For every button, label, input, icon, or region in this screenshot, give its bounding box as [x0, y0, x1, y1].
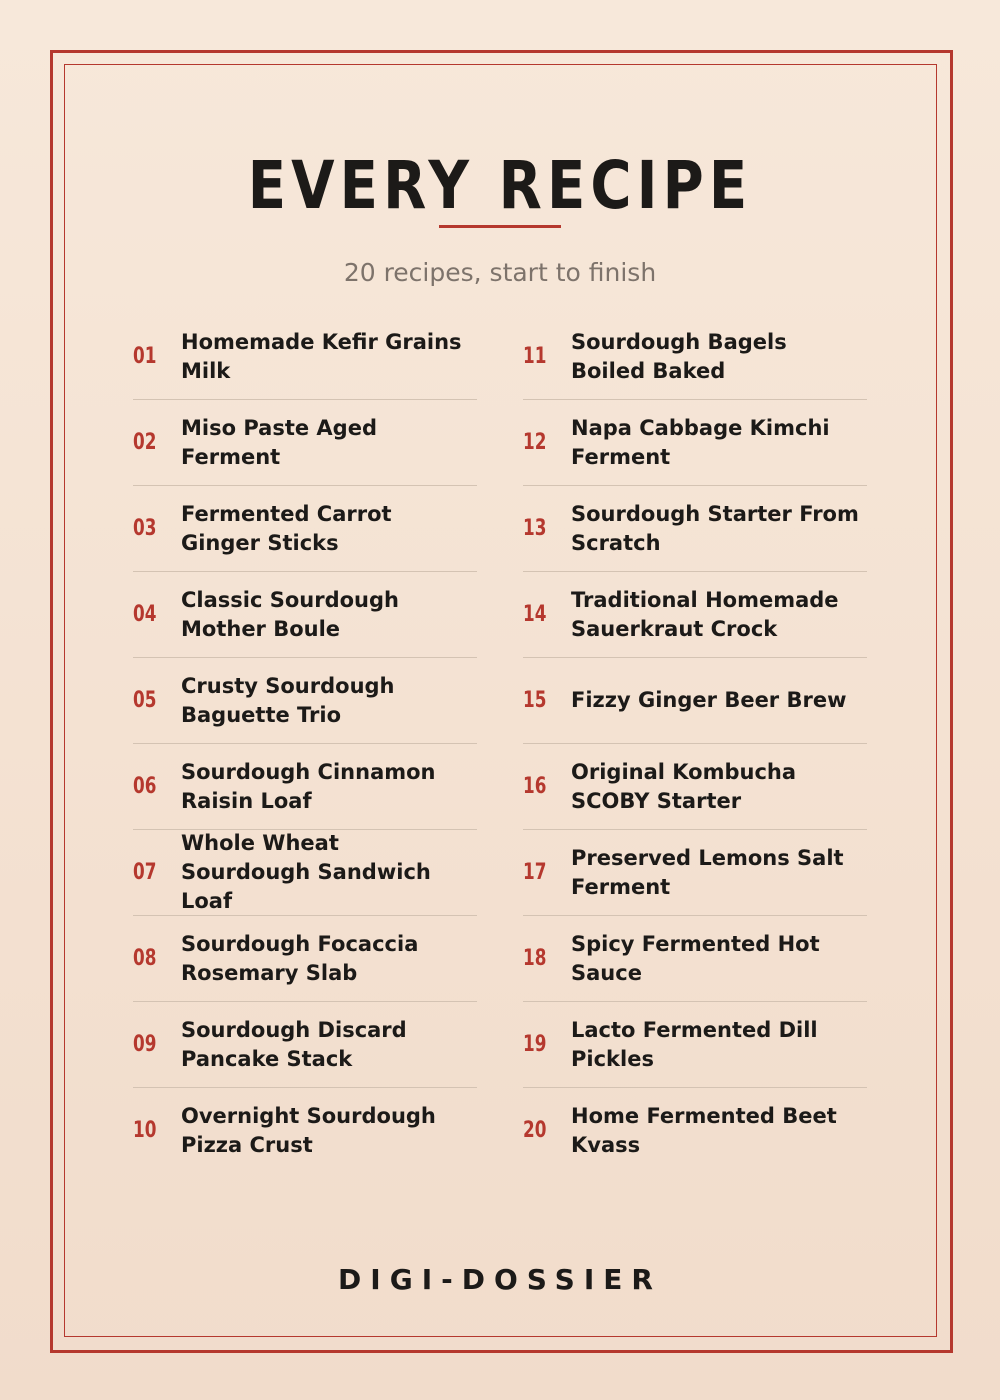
recipe-number: 07	[133, 860, 157, 885]
recipe-number: 15	[523, 688, 547, 713]
recipe-number: 11	[523, 344, 547, 369]
recipe-name: Spicy Fermented Hot Sauce	[571, 931, 820, 985]
recipe-name: Napa Cabbage Kimchi Ferment	[571, 415, 830, 469]
recipe-number: 17	[523, 860, 547, 885]
recipe-item	[133, 658, 477, 744]
recipe-name: Fizzy Ginger Beer Brew	[571, 688, 847, 712]
recipe-item	[133, 916, 477, 1002]
recipe-item	[133, 486, 477, 572]
recipe-item	[523, 830, 867, 916]
recipe-item	[133, 1002, 477, 1088]
recipe-item	[523, 486, 867, 572]
recipe-number: 18	[523, 946, 547, 971]
recipe-item	[133, 744, 477, 830]
recipe-name: Whole Wheat Sourdough Sandwich Loaf	[181, 831, 431, 913]
recipe-name: Home Fermented Beet Kvass	[571, 1103, 837, 1157]
recipe-name: Sourdough Focaccia Rosemary Slab	[181, 931, 419, 985]
recipe-list-right	[523, 314, 867, 1173]
recipe-item	[523, 1088, 867, 1173]
recipe-number: 02	[133, 430, 157, 455]
recipe-list-left	[133, 314, 477, 1173]
recipe-name: Homemade Kefir Grains Milk	[181, 329, 462, 383]
recipe-number: 16	[523, 774, 547, 799]
page-subtitle: 20 recipes, start to finish	[343, 258, 657, 287]
recipe-name: Miso Paste Aged Ferment	[181, 415, 377, 469]
recipe-number: 10	[133, 1118, 157, 1143]
recipe-name: Sourdough Starter From Scratch	[571, 501, 859, 555]
recipe-number: 20	[523, 1118, 547, 1143]
recipe-name: Original Kombucha SCOBY Starter	[571, 759, 797, 813]
page-title: EVERY RECIPE	[247, 147, 753, 224]
recipe-item	[523, 658, 867, 744]
recipe-name: Classic Sourdough Mother Boule	[181, 587, 399, 641]
recipe-name: Fermented Carrot Ginger Sticks	[181, 501, 392, 555]
recipe-name: Preserved Lemons Salt Ferment	[571, 845, 844, 899]
recipe-item	[523, 314, 867, 400]
recipe-item	[133, 1088, 477, 1173]
recipe-item	[133, 572, 477, 658]
recipe-number: 06	[133, 774, 157, 799]
recipe-item	[133, 314, 477, 400]
recipe-item	[523, 916, 867, 1002]
brand-footer: DIGI-DOSSIER	[338, 1263, 662, 1296]
recipe-number: 19	[523, 1032, 547, 1057]
recipe-number: 09	[133, 1032, 157, 1057]
recipe-item	[133, 830, 477, 916]
recipe-number: 14	[523, 602, 547, 627]
recipe-number: 08	[133, 946, 157, 971]
recipe-name: Sourdough Discard Pancake Stack	[181, 1017, 407, 1071]
recipe-number: 12	[523, 430, 547, 455]
title-underline	[439, 225, 561, 228]
recipe-item	[523, 1002, 867, 1088]
recipe-number: 05	[133, 688, 157, 713]
recipe-name: Lacto Fermented Dill Pickles	[571, 1017, 818, 1071]
recipe-name: Sourdough Bagels Boiled Baked	[571, 329, 787, 383]
recipe-item	[523, 744, 867, 830]
recipe-name: Sourdough Cinnamon Raisin Loaf	[181, 759, 436, 813]
recipe-number: 03	[133, 516, 157, 541]
recipe-name: Overnight Sourdough Pizza Crust	[181, 1103, 436, 1157]
recipe-number: 01	[133, 344, 157, 369]
recipe-number: 13	[523, 516, 547, 541]
recipe-item	[523, 400, 867, 486]
recipe-name: Traditional Homemade Sauerkraut Crock	[571, 587, 839, 641]
recipe-item	[133, 400, 477, 486]
recipe-item	[523, 572, 867, 658]
recipe-name: Crusty Sourdough Baguette Trio	[181, 673, 395, 727]
recipe-number: 04	[133, 602, 157, 627]
